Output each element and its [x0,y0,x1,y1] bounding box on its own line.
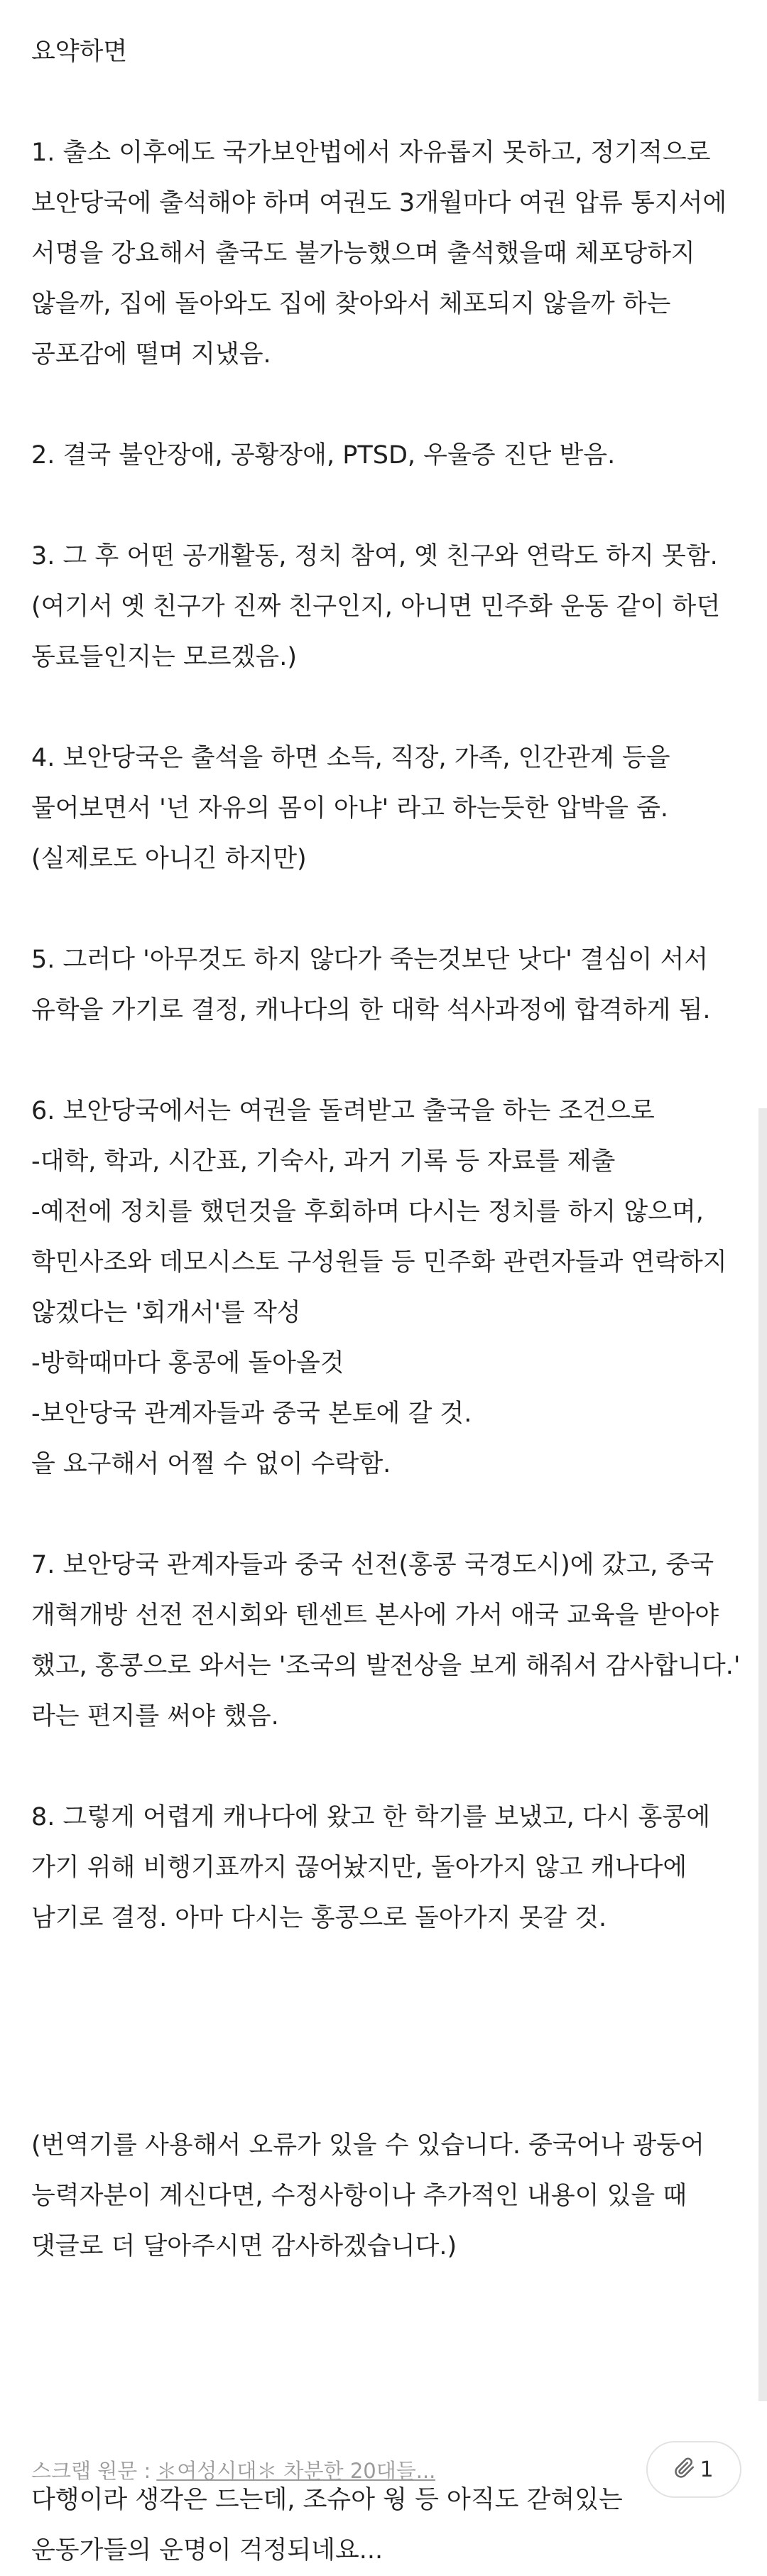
summary-item-3: 3. 그 후 어떤 공개활동, 정치 참여, 옛 친구와 연락도 하지 못함. [31,542,718,570]
summary-item-6-conclusion: 을 요구해서 어쩔 수 없이 수락함. [31,1450,391,1478]
summary-item-6: 6. 보안당국에서는 여권을 돌려받고 출국을 하는 조건으로 [31,1097,655,1125]
paperclip-icon [674,2456,695,2483]
summary-item-2: 2. 결국 불안장애, 공황장애, PTSD, 우울증 진단 받음. [31,441,616,470]
summary-item-4: 4. 보안당국은 출석을 하면 소득, 직장, 가족, 인간관계 등을 물어보면서 '넌 자유의 몸이 아냐' 라고 하는듯한 압박을 줌.(실제로도 아니긴 하지만) [31,744,678,873]
attachment-count: 1 [700,2457,714,2482]
summary-item-6-condition-2: -예전에 정치를 했던것을 후회하며 다시는 정치를 하지 않으며, 학민사조와 데모시스토 구성원들 등 민주화 관련자들과 연락하지 않겠다는 '회개서'를 작성 [31,1198,735,1327]
summary-item-6-condition-1: -대학, 학과, 시간표, 기숙사, 과거 기록 등 자료를 제출 [31,1147,616,1176]
scrap-source-label: 스크랩 원문 : [31,2458,151,2483]
post-heading: 요약하면 [31,38,128,66]
summary-item-6-condition-4: -보안당국 관계자들과 중국 본토에 갈 것. [31,1400,472,1428]
post-body [31,27,749,2576]
scrap-source-link[interactable]: ＊여성시대＊ 차분한 20대들... [156,2458,436,2483]
translator-note: (번역기를 사용해서 오류가 있을 수 있습니다. 중국어나 광둥어 능력자분이 계신다면, 수정사항이나 추가적인 내용이 있을 때 댓글로 더 달아주시면 감사하겠습니다.) [31,2131,713,2261]
summary-item-7: 7. 보안당국 관계자들과 중국 선전(홍콩 국경도시)에 갔고, 중국 개혁개방 선전 전시회와 텐센트 본사에 가서 애국 교육을 받아야 했고, 홍콩으로 와서는 '조국의 발전상을 보게 해줘서 감사합니다.' 라는 편지를 써야 했음. [31,1551,749,1731]
scrap-footer [31,2441,741,2498]
summary-item-6-condition-3: -방학때마다 홍콩에 돌아올것 [31,1349,344,1378]
scrollbar[interactable] [758,1108,767,2401]
attachment-button[interactable] [646,2441,741,2498]
summary-item-3-note: (여기서 옛 친구가 진짜 친구인지, 아니면 민주화 운동 같이 하던 동료들인지는 모르겠음.) [31,592,729,671]
summary-item-1: 1. 출소 이후에도 국가보안법에서 자유롭지 못하고, 정기적으로 보안당국에 출석해야 하며 여권도 3개월마다 여권 압류 통지서에 서명을 강요해서 출국도 불가능했으며 출석했을때 체포당하지 않을까, 집에 돌아와도 집에 찾아와서 체포되지 않을까 하는 공포감에 떨며 지냈음. [31,139,735,369]
summary-item-5: 5. 그러다 '아무것도 하지 않다가 죽는것보단 낫다' 결심이 서서 유학을 가기로 결정, 캐나다의 한 대학 석사과정에 합격하게 됨. [31,946,717,1024]
summary-item-8: 8. 그렇게 어렵게 캐나다에 왔고 한 학기를 보냈고, 다시 홍콩에 가기 위해 비행기표까지 끊어놨지만, 돌아가지 않고 캐나다에 남기로 결정. 아마 다시는 홍콩으로 돌아가지 못갈 것. [31,1803,719,1932]
closing-comment: 다행이라 생각은 드는데, 조슈아 웡 등 아직도 갇혀있는 운동가들의 운명이 걱정되네요... [31,2486,631,2565]
